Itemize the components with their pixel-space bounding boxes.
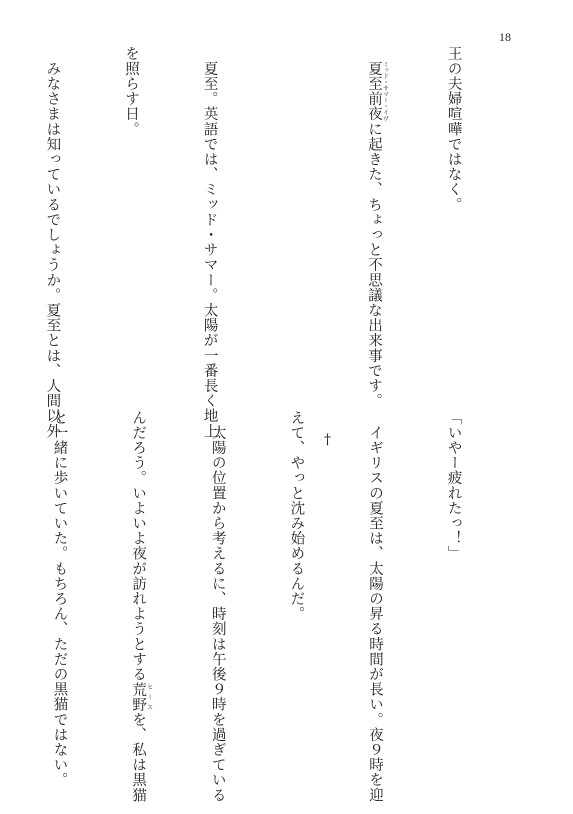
text-line: 王の夫婦喧嘩ではなく。 [445,46,462,213]
text-line: を照らす日。 [122,46,139,137]
text-line-with-ruby: んだろう。いよいよ夜が訪れようとする荒野 ヒースを、私は黒猫 [130,410,153,803]
text-block-top [335,46,519,409]
text-line: 夏至。英語では、ミッド・サマー。太陽が一番長く地上 [201,46,218,439]
text-block-left [0,46,275,803]
ruby-annotation: 夏至前夜 ミッド・サマー・イヴ [365,61,389,122]
text-line: 「いやー疲れたっ！」 [445,410,462,561]
ruby-annotation: 荒野 ヒース [130,681,153,713]
text-line: と一緒に歩いていた。もちろん、ただの黒猫ではない。 [51,410,68,788]
text-line: 太陽の位置から考えるに、時刻は午後９時を過ぎている [209,410,226,803]
text-line: みなさまは知っているでしょうか。夏至とは、人間以外 [44,46,61,439]
section-divider-dagger: † [324,432,331,448]
text-line-with-ruby: 夏至前夜 ミッド・サマー・イヴに起きた、ちょっと不思議な出来事です。 [365,61,389,409]
text-line: えて、やっと沈み始めるんだ。 [288,410,305,622]
page-number: 18 [499,30,511,44]
text-line: イギリスの夏至は、太陽の昇る時間が長い。夜９時を迎 [366,410,383,803]
